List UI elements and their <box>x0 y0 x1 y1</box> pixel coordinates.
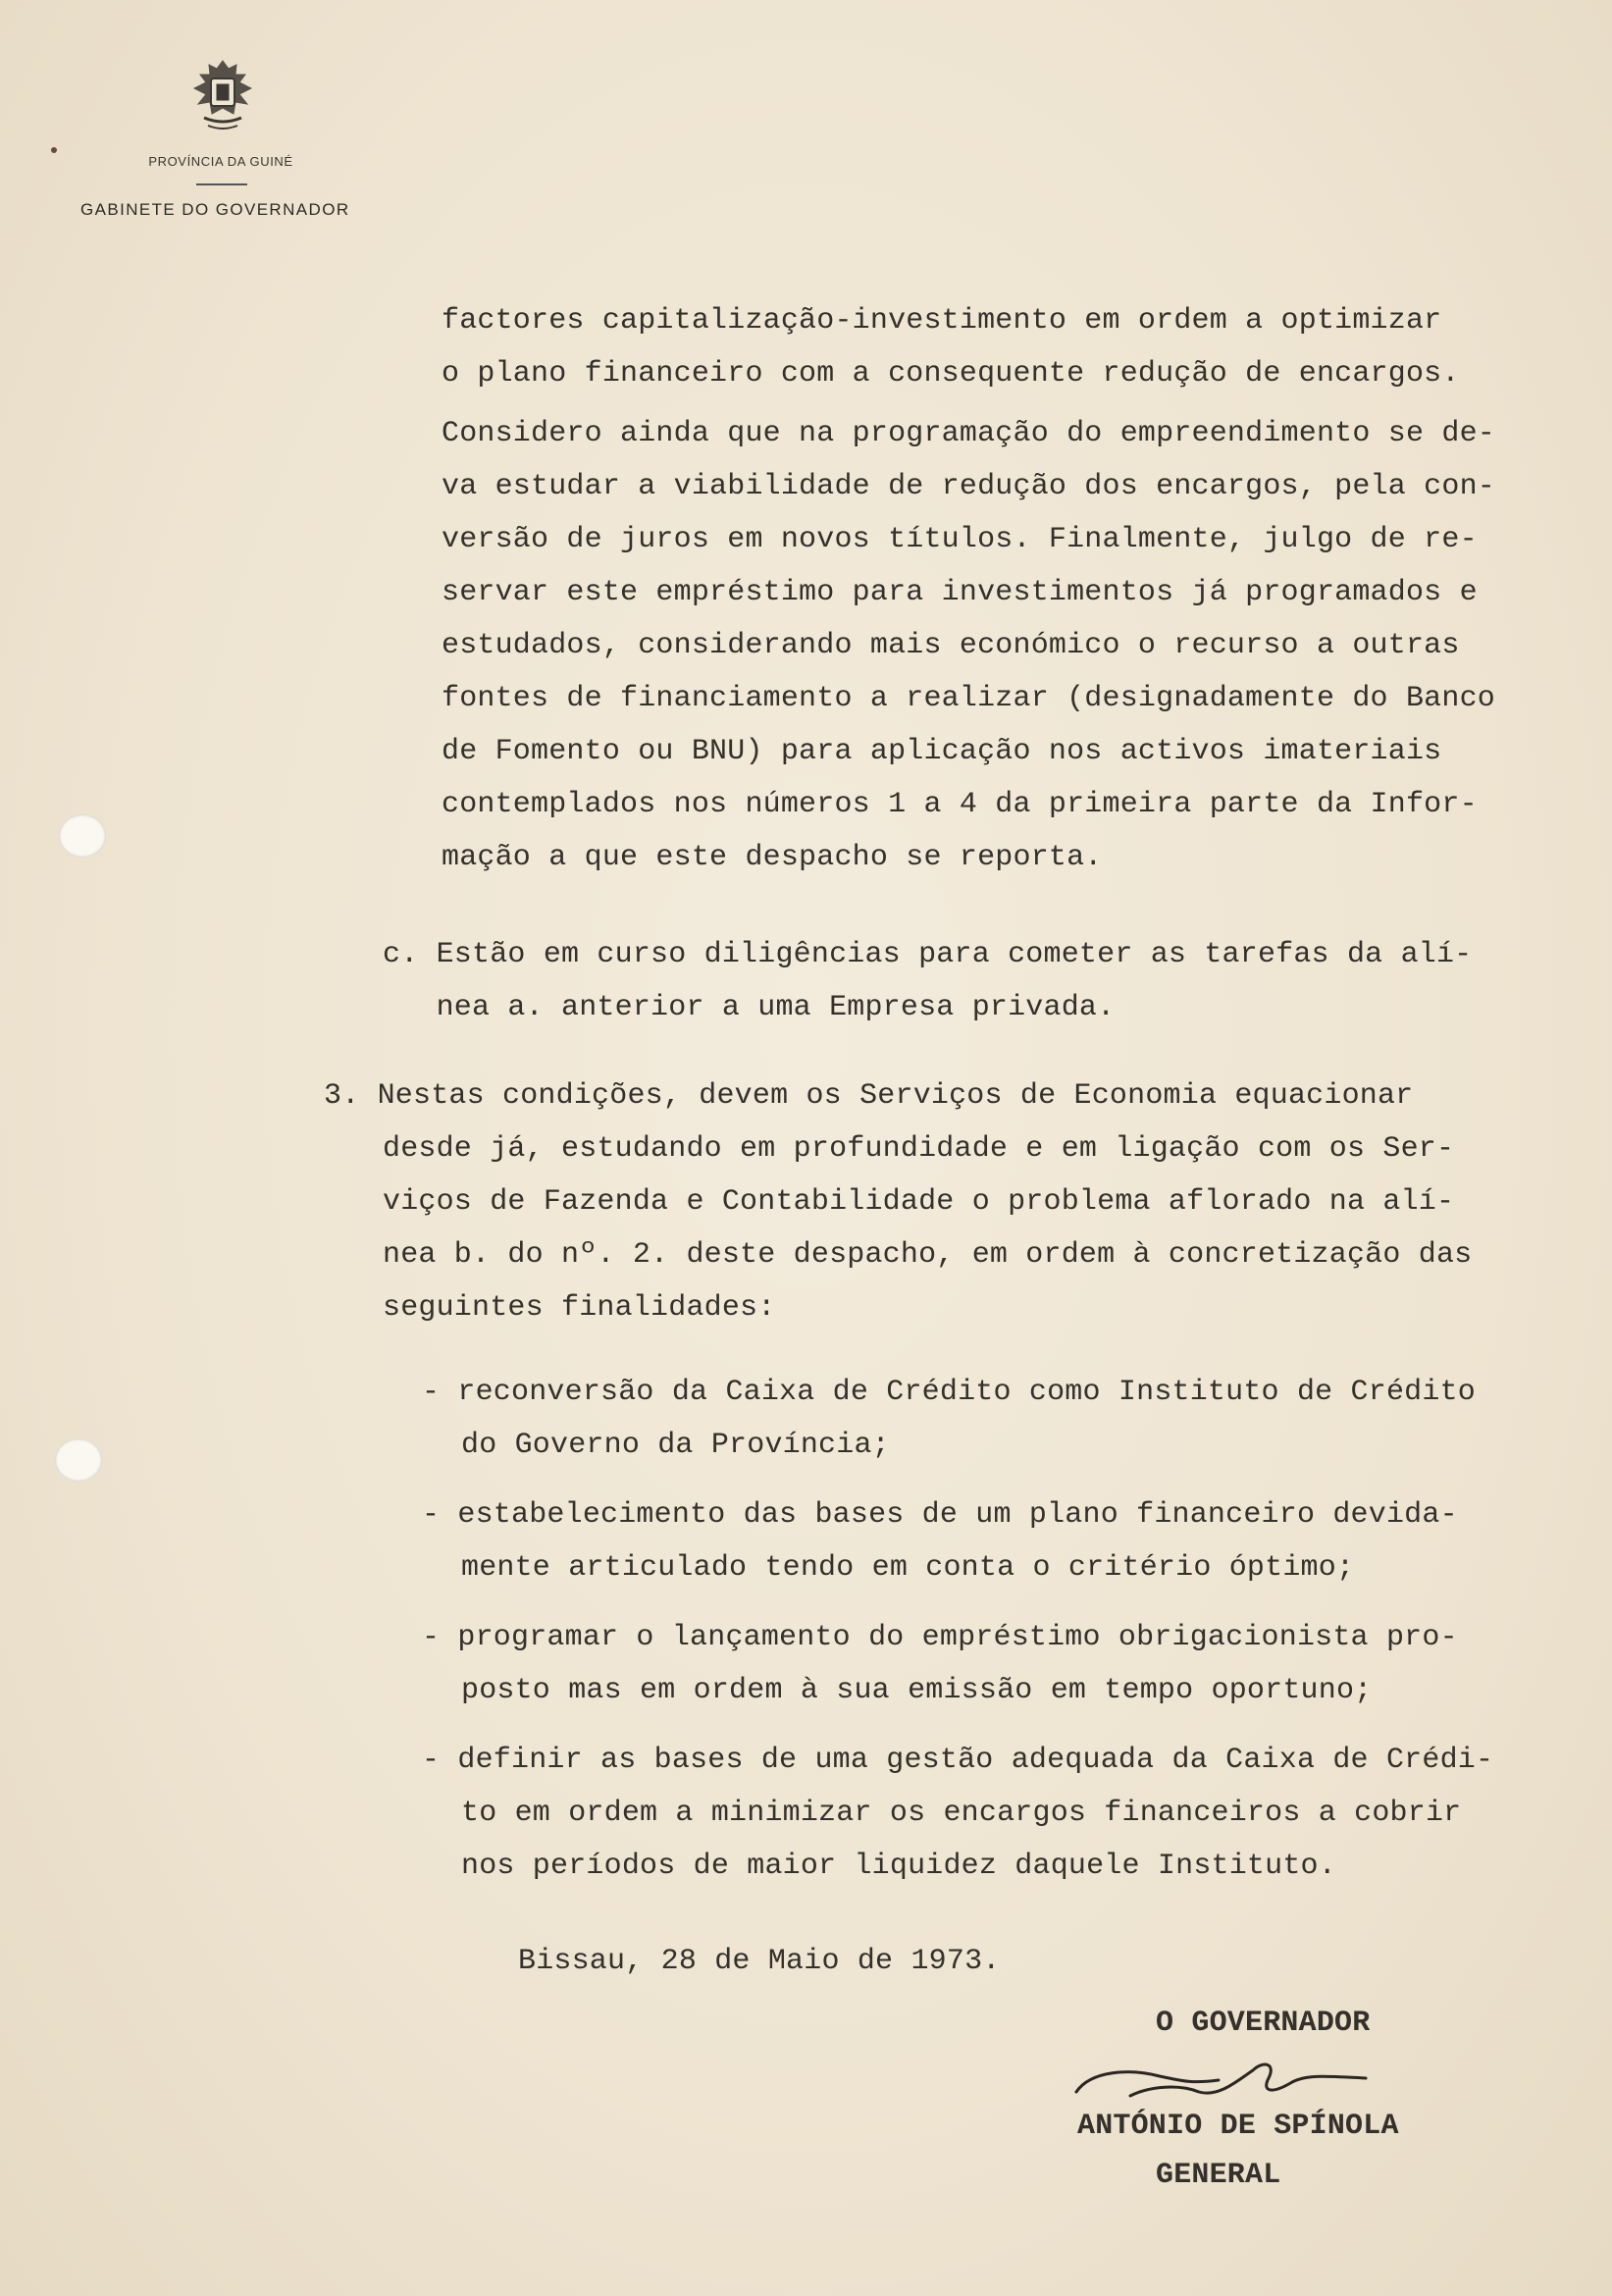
list-item: nos períodos de maior liquidez daquele Instituto. <box>461 1850 1336 1883</box>
province-label: PROVÍNCIA DA GUINÉ <box>148 154 293 169</box>
text-line: va estudar a viabilidade de redução dos encargos, pela con- <box>442 470 1495 503</box>
text-line: 3. Nestas condições, devem os Serviços de Economia equacionar <box>324 1079 1414 1113</box>
list-item: - definir as bases de uma gestão adequada da Caixa de Crédi- <box>422 1744 1494 1777</box>
text-line: mação a que este despacho se reporta. <box>442 841 1103 874</box>
letterhead-divider <box>196 183 247 185</box>
text-line: nea a. anterior a uma Empresa privada. <box>383 991 1116 1024</box>
text-line: o plano financeiro com a consequente redução de encargos. <box>442 357 1460 391</box>
text-line: desde já, estudando em profundidade e em ligação com os Ser- <box>383 1132 1455 1166</box>
text-line: factores capitalização-investimento em ordem a optimizar <box>442 304 1442 338</box>
punch-hole <box>55 1438 102 1482</box>
text-line: c. Estão em curso diligências para cometer as tarefas da alí- <box>383 938 1473 971</box>
list-item: do Governo da Província; <box>461 1429 890 1462</box>
cabinet-label: GABINETE DO GOVERNADOR <box>80 200 350 219</box>
list-item: posto mas em ordem à sua emissão em tempo oportuno; <box>461 1674 1373 1707</box>
list-item: mente articulado tendo em conta o critério óptimo; <box>461 1551 1355 1585</box>
text-line: estudados, considerando mais económico o recurso a outras <box>442 629 1460 662</box>
list-item: - programar o lançamento do empréstimo obrigacionista pro- <box>422 1621 1458 1654</box>
coat-of-arms-icon <box>175 55 271 145</box>
text-line: nea b. do nº. 2. deste despacho, em ordem à concretização das <box>383 1238 1473 1272</box>
text-line: fontes de financiamento a realizar (designadamente do Banco <box>442 682 1495 715</box>
text-line: versão de juros em novos títulos. Finalmente, julgo de re- <box>442 523 1478 556</box>
text-line: servar este empréstimo para investimentos já programados e <box>442 576 1478 609</box>
ink-speck <box>51 147 57 153</box>
text-line: seguintes finalidades: <box>383 1291 776 1325</box>
list-item: to em ordem a minimizar os encargos financeiros a cobrir <box>461 1797 1462 1830</box>
signatory-office: O GOVERNADOR <box>1156 2007 1371 2040</box>
place-date: Bissau, 28 de Maio de 1973. <box>518 1945 1001 1978</box>
punch-hole <box>59 814 106 858</box>
handwritten-signature <box>1071 2041 1385 2119</box>
list-item: - reconversão da Caixa de Crédito como Instituto de Crédito <box>422 1376 1476 1409</box>
signatory-name: ANTÓNIO DE SPÍNOLA <box>1077 2110 1399 2143</box>
text-line: Considero ainda que na programação do empreendimento se de- <box>442 417 1495 450</box>
text-line: de Fomento ou BNU) para aplicação nos activos imateriais <box>442 735 1442 768</box>
text-line: viços de Fazenda e Contabilidade o problema aflorado na alí- <box>383 1185 1455 1219</box>
text-line: contemplados nos números 1 a 4 da primeira parte da Infor- <box>442 788 1478 821</box>
list-item: - estabelecimento das bases de um plano financeiro devida- <box>422 1498 1458 1532</box>
signatory-rank: GENERAL <box>1156 2159 1281 2192</box>
